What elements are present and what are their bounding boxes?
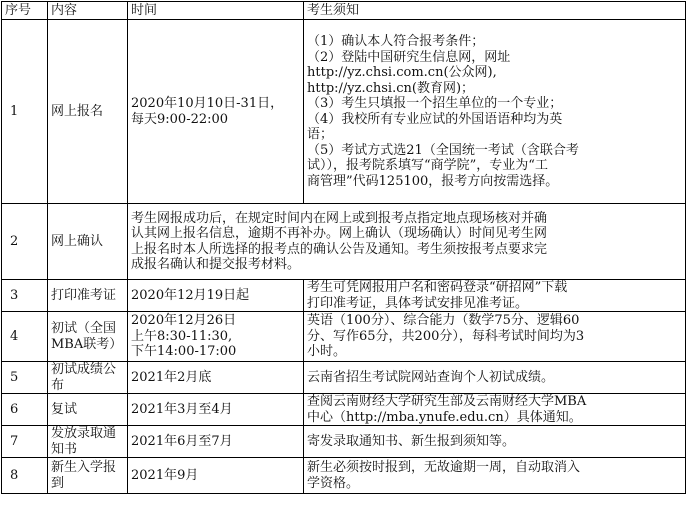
row-notes (304, 362, 686, 394)
row-notes (304, 312, 686, 362)
notes-line: 语； (307, 127, 334, 142)
time-line: 2021年9月 (131, 467, 199, 483)
row-index: 5 (2, 362, 48, 394)
notes-line: （1）确认本人符合报考条件； (307, 34, 485, 49)
row-notes (128, 204, 686, 280)
header-index: 序号 (2, 2, 48, 20)
time-line: 2020年12月26日 (131, 313, 237, 329)
time-line: 2020年12月19日起 (131, 287, 250, 303)
notes-line: 英语（100分）、综合能力（数学75分、逻辑60 (307, 313, 580, 329)
notes-line: 云南省招生考试院网站查询个人初试成绩。 (307, 369, 555, 385)
row-time (128, 362, 304, 394)
row-content: 打印准考证 (48, 280, 128, 312)
notes-line: （3）考生只填报一个招生单位的一个专业； (307, 96, 563, 111)
notes-line: http://yz.chsi.com.cn(公众网), (307, 65, 497, 80)
notes-line: （5）考试方式选21（全国统一考试（含联合考 (307, 142, 579, 158)
table-row (2, 312, 686, 362)
row-index: 7 (2, 426, 48, 458)
notes-line: 中心（http://mba.ynufe.edu.cn）具体通知。 (307, 409, 582, 425)
table-row (2, 20, 686, 204)
row-index: 3 (2, 280, 48, 312)
row-index: 4 (2, 312, 48, 362)
header-row (2, 2, 686, 20)
row-content: 网上报名 (48, 20, 128, 204)
header-time: 时间 (128, 2, 304, 20)
table-row (2, 204, 686, 280)
table-row (2, 426, 686, 458)
notes-line: 考生可凭网报用户名和密码登录“研招网”下载 (307, 280, 568, 295)
notes-line: 查阅云南财经大学研究生部及云南财经大学MBA (307, 394, 587, 409)
time-line: 下午14:00-17:00 (131, 344, 237, 360)
table-body (2, 20, 686, 494)
notes-line: （2）登陆中国研究生信息网，网址 (307, 49, 511, 65)
row-notes (304, 426, 686, 458)
row-content: 网上确认 (48, 204, 128, 280)
row-content: 初试成绩公布 (48, 362, 128, 394)
row-time (128, 394, 304, 426)
row-index: 8 (2, 458, 48, 494)
time-line: 2021年2月底 (131, 369, 212, 385)
row-index: 2 (2, 204, 48, 280)
row-time (128, 458, 304, 494)
row-content: 初试（全国MBA联考） (48, 312, 128, 362)
time-line: 上午8:30-11:30, (131, 328, 233, 344)
notes-line: http://yz.chsi.cn(教育网)； (307, 80, 475, 96)
row-time (128, 20, 304, 204)
row-time (128, 280, 304, 312)
table-row (2, 280, 686, 312)
row-notes (304, 20, 686, 204)
notes-line: 考生网报成功后，在规定时间内在网上或到报考点指定地点现场核对并确 (131, 210, 548, 226)
row-content: 复试 (48, 394, 128, 426)
notes-line: 分、写作65分，共200分），每科考试时间均为3 (307, 328, 585, 344)
notes-line: 成报名确认和提交报考材料。 (131, 257, 301, 272)
notes-line: 试）），报考院系填写“商学院”，专业为“工 (307, 158, 548, 173)
notes-line: 小时。 (307, 344, 347, 360)
notes-line: 寄发录取通知书、新生报到须知等。 (307, 433, 516, 449)
notes-line: 新生必须按时报到，无故逾期一周，自动取消入 (307, 460, 581, 475)
time-line: 每天9:00-22:00 (131, 111, 229, 127)
row-index: 6 (2, 394, 48, 426)
header-content: 内容 (48, 2, 128, 20)
table-row (2, 394, 686, 426)
header-notes: 考生须知 (304, 2, 686, 20)
time-line: 2020年10月10日-31日， (131, 96, 284, 111)
notes-line: 打印准考证，具体考试安排见准考证。 (307, 295, 529, 311)
row-index: 1 (2, 20, 48, 204)
notes-line: 上报名时本人所选择的报考点的确认公告及通知。考生须按报考点要求完 (131, 241, 548, 257)
row-notes (304, 280, 686, 312)
row-time (128, 426, 304, 458)
admission-schedule-table (1, 1, 686, 494)
row-content: 新生入学报到 (48, 458, 128, 494)
row-notes (304, 394, 686, 426)
notes-line: 学资格。 (307, 475, 360, 491)
table-row (2, 362, 686, 394)
time-line: 2021年3月至4月 (131, 401, 233, 417)
notes-line: 认其网上报名信息，逾期不再补办。网上确认（现场确认）时间见考生网 (131, 226, 548, 241)
row-time (128, 312, 304, 362)
row-notes (304, 458, 686, 494)
row-content: 发放录取通知书 (48, 426, 128, 458)
notes-line: 商管理”代码125100，报考方向按需选择。 (307, 173, 559, 189)
table-row (2, 458, 686, 494)
time-line: 2021年6月至7月 (131, 433, 233, 449)
notes-line: （4）我校所有专业应试的外国语语种均为英 (307, 111, 563, 127)
